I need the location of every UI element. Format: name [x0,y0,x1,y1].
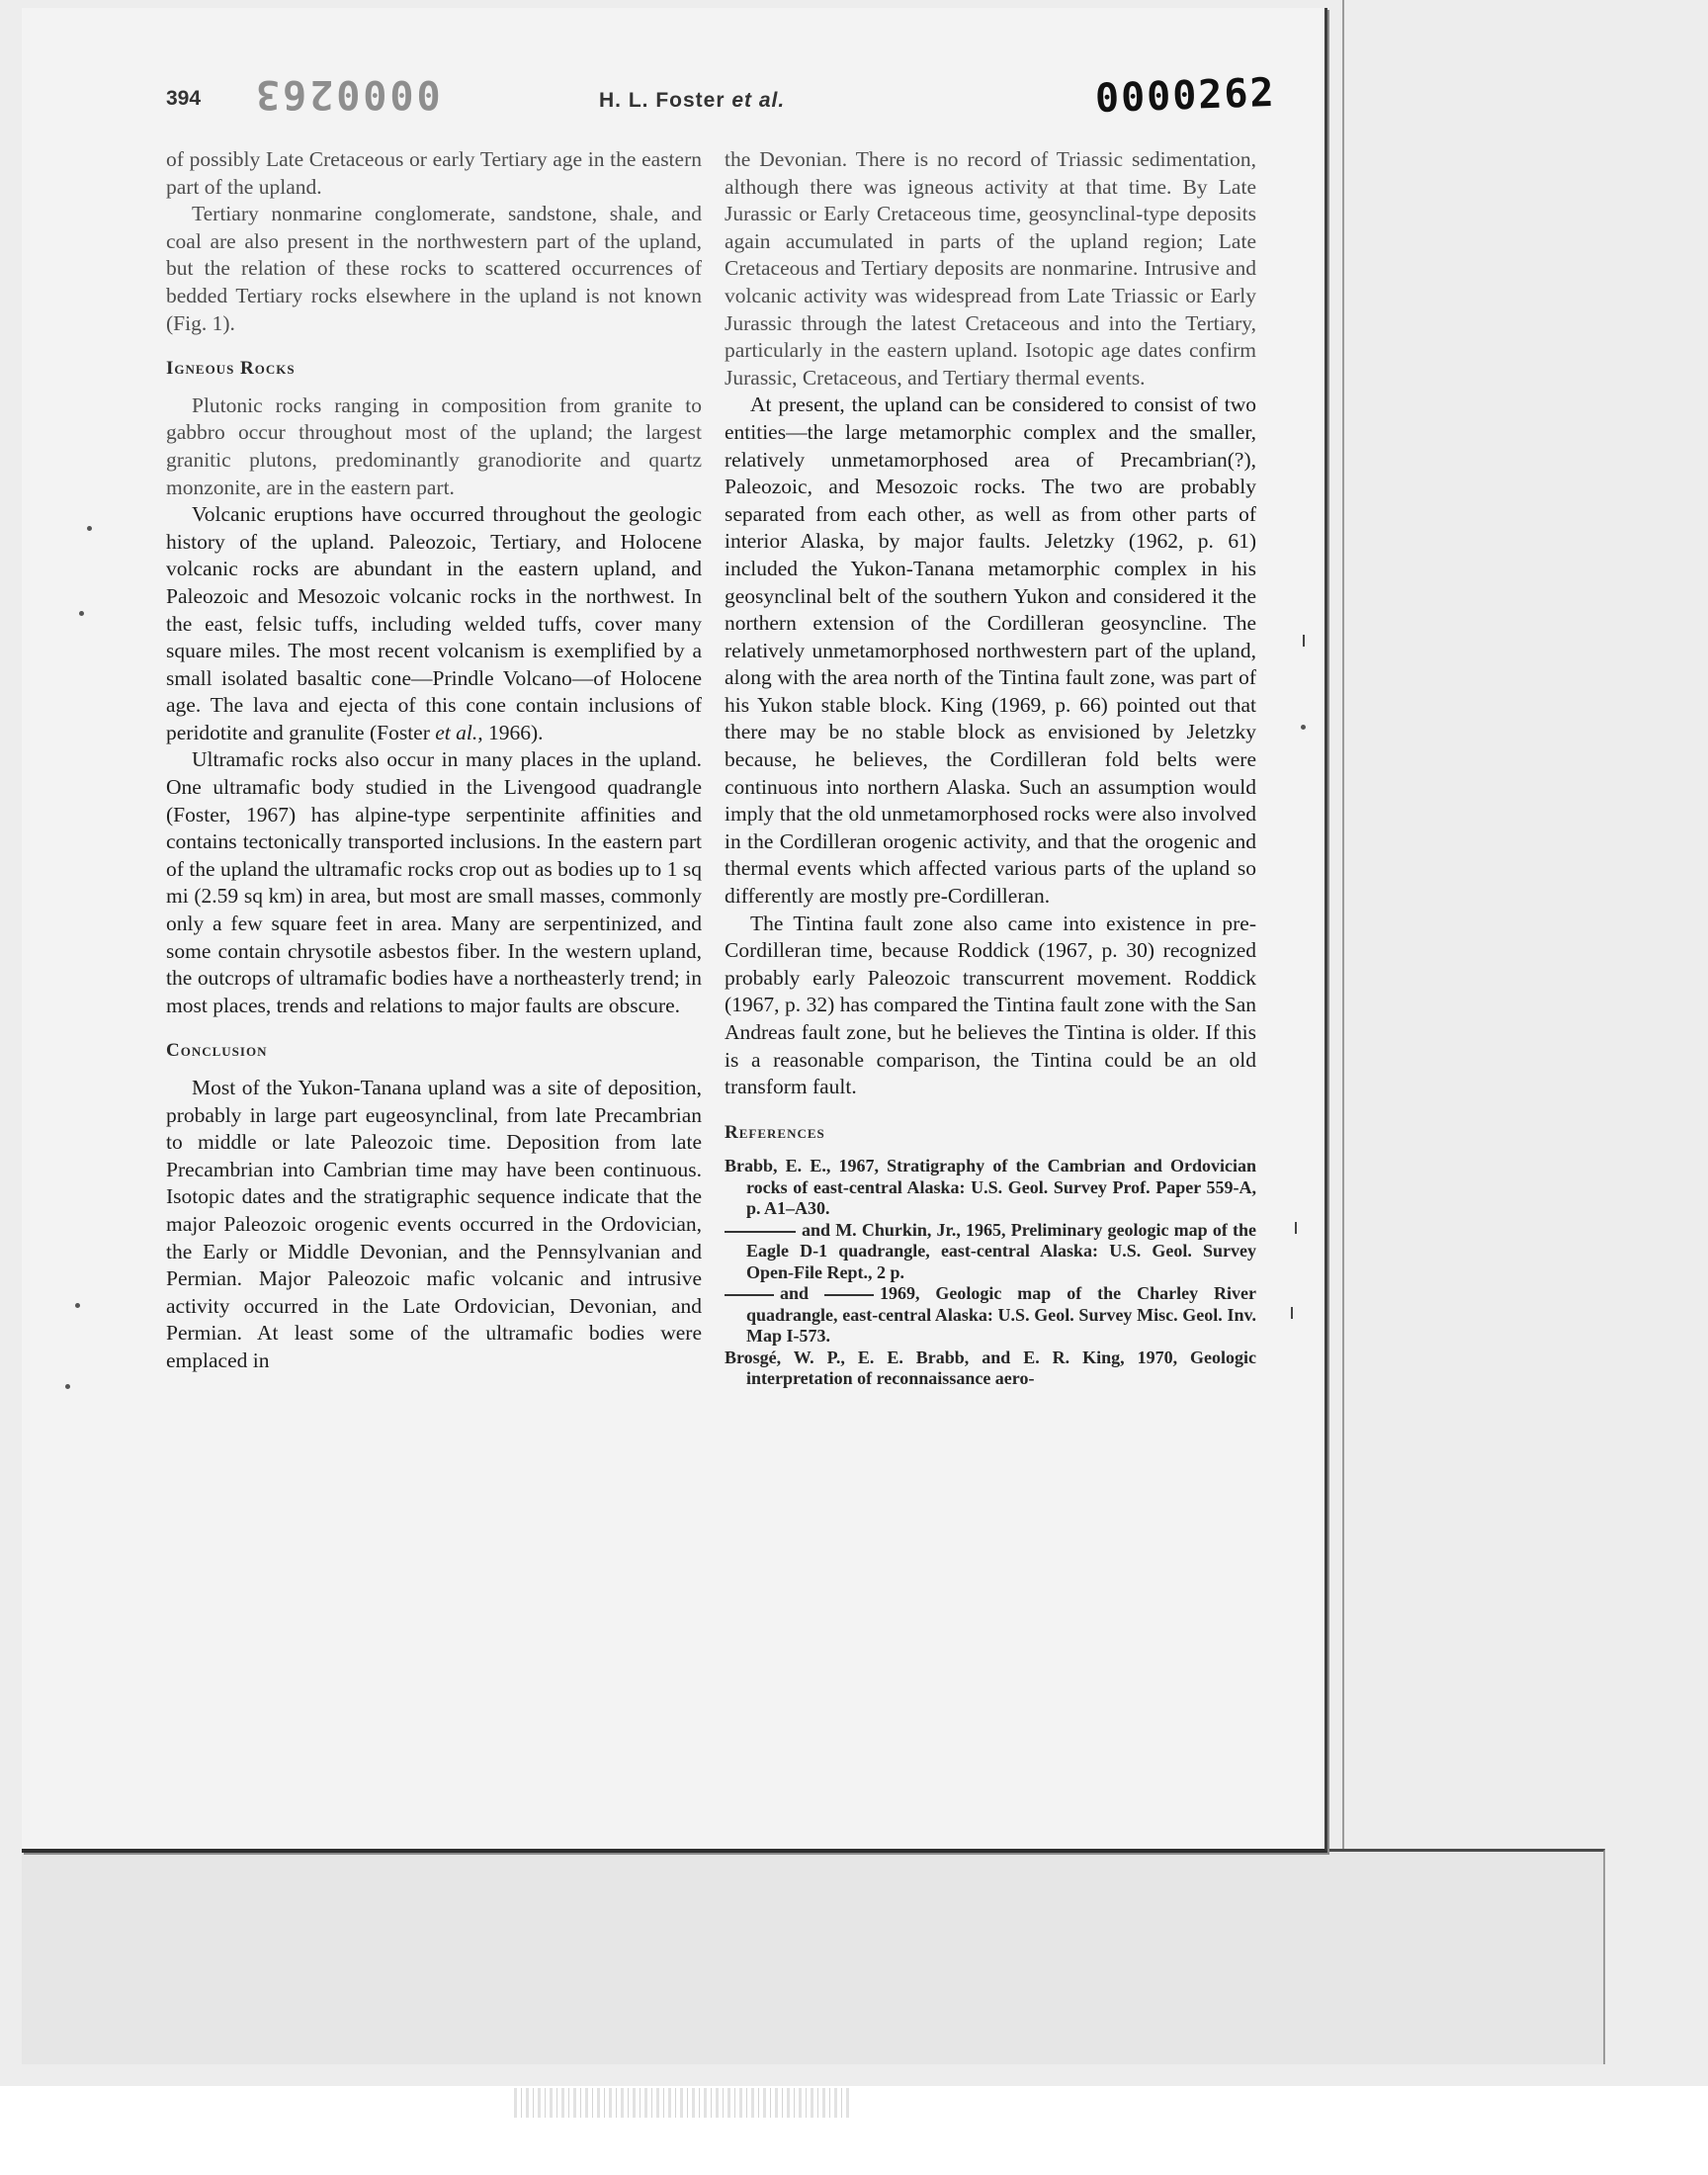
reference-text: 1969, Geologic map of the Charley River quadrangle, east-central Alaska: U.S. Geol. Survey Misc. Geol. Inv. Map I-573. [746,1283,1256,1347]
paragraph [166,501,702,746]
underlying-page [22,1849,1605,2064]
left-column [166,146,702,1375]
paragraph: of possibly Late Cretaceous or early Tertiary age in the eastern part of the upland. [166,147,702,199]
scan-speck [79,611,84,616]
page-edge-line [1342,0,1344,1849]
scan-speck [87,526,92,531]
section-heading-conclusion: Conclusion [166,1040,268,1062]
author-name: H. L. Foster [599,89,726,112]
reference-list [725,1156,1256,1390]
scan-speck [1301,725,1306,730]
reference-item [725,1283,1256,1348]
section-heading-igneous-rocks: Igneous Rocks [166,358,296,380]
paragraph: the Devonian. There is no record of Triassic sedimentation, although there was igneous activity at that time. By Late Jurassic or Early Cretaceous time, geosynclinal-type deposits again accumulated in parts of the upland region; Late Cretaceous and Tertiary deposits are nonmarine. Intrusive and volcanic activity was widespread from Late Triassic or Early Jurassic through the latest Cretaceous and into the Tertiary, particularly in the eastern upland. Isotopic age dates confirm Jurassic, Cretaceous, and Tertiary thermal events. [725,147,1256,390]
emphasis-text: et al., [435,720,483,744]
paragraph: At present, the upland can be considered to consist of two entities—the large metamorphic complex and the smaller, relatively unmetamorphosed area of Precambrian(?), Paleozoic, and Mesozoic rocks. The two are probably separated from each other, as well as from other parts of interior Alaska, by major faults. Jeletzky (1962, p. 61) included the Yukon-Tanana metamorphic complex in his geosynclinal belt of the southern Yukon and considered it the northern extension of the Cordilleran geosyncline. The relatively unmetamorphosed northwestern part of the upland, along with the area north of the Tintina fault zone, was part of his Yukon stable block. King (1969, p. 66) pointed out that there may be no stable block as envisioned by Jeletzky because, he believes, the Cordilleran fold belts were continuous into northern Alaska. Such an assumption would imply that the old unmetamorphosed rocks were also involved in the Cordilleran orogenic activity, and that the orogenic and thermal events which affected various parts of the upland so differently are mostly pre-Cordilleran. [725,392,1256,909]
paragraph-text: 1966). [482,720,544,744]
paragraph: The Tintina fault zone also came into existence in pre-Cordilleran time, because Roddick (1967, p. 30) recognized probably early Paleozoic transcurrent movement. Roddick (1967, p. 32) has compared the Tintina fault zone with the San Andreas fault zone, but he believes the Tintina is older. If this is a reasonable comparison, the Tintina could be an old transform fault. [725,911,1256,1099]
paragraph: Most of the Yukon-Tanana upland was a site of deposition, probably in large part eugeosynclinal, from late Precambrian to middle or late Paleozoic time. Deposition from late Precambrian into Cambrian time may have been continuous. Isotopic dates and the stratigraphic sequence indicate that the major Paleozoic orogenic events occurred in the Ordovician, the Early or Middle Devonian, and the Pennsylvanian and Permian. Major Paleozoic mafic volcanic and intrusive activity occurred in the Late Ordovician, Devonian, and Permian. At least some of the ultramafic bodies were emplaced in [166,1076,702,1372]
ditto-dash [725,1294,774,1296]
scan-mark [1295,1222,1297,1234]
paragraph: Plutonic rocks ranging in composition from granite to gabbro occur throughout most of the upland; the largest granitic plutons, predominantly granodiorite and quartz monzonite, are in the eastern part. [166,392,702,499]
right-column [725,146,1256,1390]
paragraph: Ultramafic rocks also occur in many places in the upland. One ultramafic body studied in the Livengood quadrangle (Foster, 1967) has alpine-type serpentinite affinities and contains tectonically transported inclusions. In the eastern part of the upland the ultramafic rocks crop out as bodies up to 1 sq mi (2.59 sq km) in area, but most are small masses, commonly only a few square feet in area. Many are serpentinized, and some contain chrysotile asbestos fiber. In the western upland, the outcrops of ultramafic bodies have a northeasterly trend; in most places, trends and relations to major faults are obscure. [166,747,702,1017]
ditto-dash [725,1231,796,1233]
section-heading-references: References [725,1121,825,1143]
reference-item [725,1220,1256,1284]
mirrored-stamp: 0000263 [253,71,441,117]
scan-speck [65,1384,70,1389]
page-header [166,69,1293,127]
scan-artifact-strip [514,2088,850,2118]
scan-speck [75,1303,80,1308]
scan-mark [1291,1307,1293,1319]
running-head [599,89,785,113]
paragraph: Tertiary nonmarine conglomerate, sandstone, shale, and coal are also present in the northwestern part of the upland, but the relation of these rocks to scattered occurrences of bedded Tertiary rocks elsewhere in the upland is not known (Fig. 1). [166,202,702,335]
paragraph-text: Volcanic eruptions have occurred throughout the geologic history of the upland. Paleozoic, Tertiary, and Holocene volcanic rocks are abundant in the eastern upland, and Paleozoic and Mesozoic volcanic rocks in the northwest. In the east, felsic tuffs, including welded tuffs, cover many square miles. The most recent volcanism is exemplified by a small isolated basaltic cone—Prindle Volcano—of Holocene age. The lava and ejecta of this cone contain inclusions of peridotite and granulite (Foster [166,502,702,744]
scan-mark [1303,635,1305,647]
document-id-stamp: 0000262 [1094,69,1277,123]
reference-text: and [780,1283,810,1304]
ditto-dash [824,1294,874,1296]
reference-item: Brosgé, W. P., E. E. Brabb, and E. R. King, 1970, Geologic interpretation of reconnaissance aero- [725,1347,1256,1389]
reference-item: Brabb, E. E., 1967, Stratigraphy of the Cambrian and Ordovician rocks of east-central Alaska: U.S. Geol. Survey Prof. Paper 559-A, p. A1–A30. [725,1156,1256,1219]
author-suffix: et al. [731,89,786,112]
reference-text: and M. Churkin, Jr., 1965, Preliminary geologic map of the Eagle D-1 quadrangle, east-central Alaska: U.S. Geol. Survey Open-File Rept., 2 p. [746,1219,1256,1282]
page-number: 394 [166,87,202,110]
